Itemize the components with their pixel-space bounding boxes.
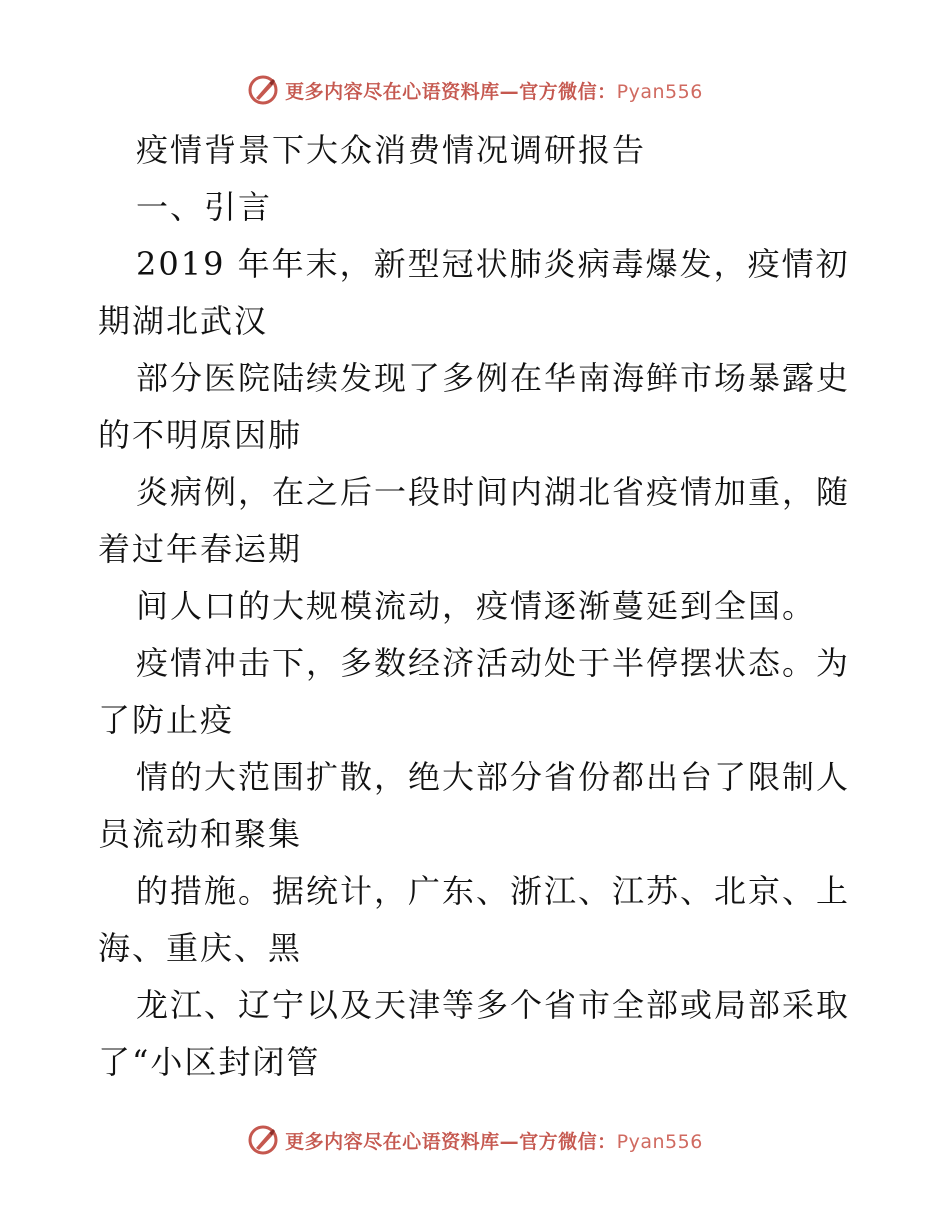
doc-line: 炎病例，在之后一段时间内湖北省疫情加重，随 (136, 473, 851, 511)
doc-line: 着过年春运期 (98, 530, 303, 568)
watermark-text (285, 77, 703, 104)
watermark-wechat-id: Pyan556 (616, 80, 703, 103)
doc-line: 情的大范围扩散，绝大部分省份都出台了限制人 (136, 758, 851, 796)
doc-line: 了“小区封闭管 (98, 1043, 321, 1081)
red-quill-pen-icon (247, 1124, 279, 1156)
header-watermark (0, 70, 950, 110)
doc-line: 一、引言 (136, 188, 273, 226)
doc-line: 部分医院陆续发现了多例在华南海鲜市场暴露史 (136, 359, 851, 397)
doc-line: 期湖北武汉 (98, 302, 269, 340)
doc-line: 疫情冲击下，多数经济活动处于半停摆状态。为 (136, 644, 851, 682)
doc-line: 的措施。据统计，广东、浙江、江苏、北京、上 (136, 872, 851, 910)
doc-line: 间人口的大规模流动，疫情逐渐蔓延到全国。 (136, 587, 817, 625)
document-body (98, 122, 858, 1091)
doc-line: 员流动和聚集 (98, 815, 303, 853)
doc-line: 的不明原因肺 (98, 416, 303, 454)
red-quill-pen-icon (247, 74, 279, 106)
footer-watermark (0, 1120, 950, 1160)
doc-line: 龙江、辽宁以及天津等多个省市全部或局部采取 (136, 986, 851, 1024)
watermark-wechat-id: Pyan556 (616, 1130, 703, 1153)
watermark-label: 更多内容尽在心语资料库—官方微信： (285, 1130, 617, 1153)
watermark-text (285, 1127, 703, 1154)
doc-line: 疫情背景下大众消费情况调研报告 (136, 131, 647, 169)
doc-line: 海、重庆、黑 (98, 929, 303, 967)
doc-line: 2019 年年末，新型冠状肺炎病毒爆发，疫情初 (136, 245, 850, 283)
doc-line: 了防止疫 (98, 701, 235, 739)
watermark-label: 更多内容尽在心语资料库—官方微信： (285, 80, 617, 103)
